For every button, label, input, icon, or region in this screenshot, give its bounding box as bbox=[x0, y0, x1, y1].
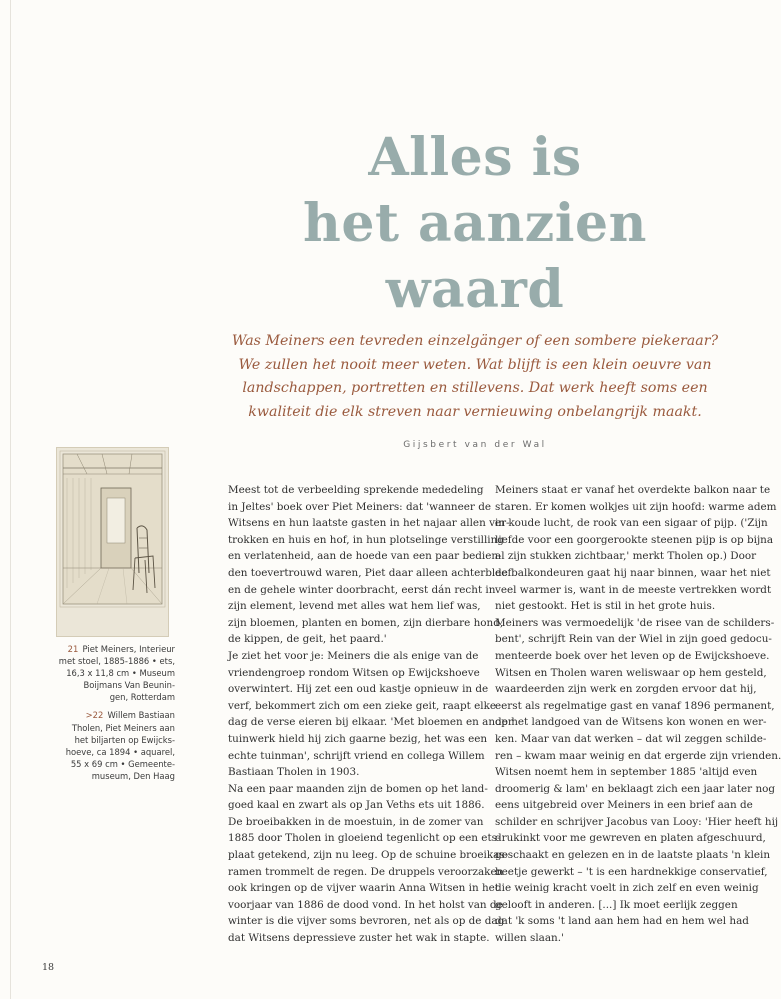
body-text-line: de kippen, de geit, het paard.' bbox=[228, 633, 387, 646]
body-text-line: zijn bloemen, planten en bomen, zijn dierbare hond, bbox=[228, 616, 504, 629]
body-text-line: Je ziet het voor je: Meiners die als enige van de bbox=[228, 649, 479, 662]
body-column-left bbox=[228, 482, 513, 947]
body-text-line: die weinig kracht voelt in zich zelf en even weinig bbox=[495, 882, 759, 895]
caption-line bbox=[40, 655, 175, 667]
body-text-line: tuinwerk hield hij zich gaarne bezig, het was een bbox=[228, 732, 488, 745]
figure-caption bbox=[40, 643, 175, 788]
body-text-line: trokken en huis en hof, in hun plotselinge verstilling bbox=[228, 533, 504, 546]
caption-line bbox=[40, 770, 175, 782]
body-text-line: waardeerden zijn werk en zorgden ervoor dat hij, bbox=[495, 683, 757, 696]
body-text-line: ren – kwam maar weinig en dat ergerde zijn vrienden. bbox=[495, 749, 781, 762]
body-text-line: liefde voor een goorgerookte steenen pijp is op bijna bbox=[495, 533, 774, 546]
caption-line bbox=[40, 746, 175, 758]
page-number: 18 bbox=[42, 962, 55, 973]
body-text-line: Witsen noemt hem in september 1885 'altijd even bbox=[495, 766, 758, 779]
body-text-line: in Jeltes' boek over Piet Meiners: dat 'wanneer de bbox=[228, 500, 491, 513]
body-text-line: verf, bekommert zich om een zieke geit, raapt elke bbox=[228, 699, 497, 712]
caption-line bbox=[40, 643, 175, 655]
caption-text: met stoel, 1885-1886 • ets, bbox=[58, 656, 175, 667]
page-gutter-line bbox=[10, 0, 11, 999]
caption-text: Willem Bastiaan bbox=[107, 710, 175, 721]
lead-line: kwaliteit die elk streven naar vernieuwing onbelangrijk maakt. bbox=[248, 403, 702, 420]
etching-interior-with-chair-image bbox=[56, 447, 169, 637]
body-text-line: dag de verse eieren bij elkaar. 'Met bloemen en ander bbox=[228, 716, 513, 729]
body-text-line: willen slaan.' bbox=[495, 932, 564, 945]
etching-drawing bbox=[57, 448, 168, 636]
title-line: het aanzien bbox=[303, 193, 647, 254]
body-text-line: ook kringen op de vijver waarin Anna Witsen in het bbox=[228, 882, 499, 895]
caption-text: Boijmans Van Beunin- bbox=[83, 680, 175, 691]
body-text-line: dat 'k soms 't land aan hem had en hem wel had bbox=[495, 915, 749, 928]
title-line: waard bbox=[385, 259, 565, 320]
body-text-line: Na een paar maanden zijn de bomen op het land- bbox=[228, 782, 488, 795]
body-text-line: de balkondeuren gaat hij naar binnen, waar het niet bbox=[495, 566, 771, 579]
body-text-line: winter is die vijver soms bevroren, net als op de dag bbox=[228, 915, 505, 928]
article-title bbox=[270, 125, 680, 323]
caption-text: gen, Rotterdam bbox=[109, 692, 175, 703]
body-text-line: eerst als regelmatige gast en vanaf 1896 permanent, bbox=[495, 699, 775, 712]
caption-text: 55 x 69 cm • Gemeente- bbox=[70, 758, 175, 769]
caption-number: >22 bbox=[85, 710, 104, 721]
caption-line bbox=[40, 758, 175, 770]
article-lead bbox=[230, 330, 720, 424]
body-text-line: ken. Maar van dat werken – dat wil zeggen schilde- bbox=[495, 732, 767, 745]
lead-line: We zullen het nooit meer weten. Wat blijft is een klein oeuvre van bbox=[238, 356, 712, 373]
body-text-line: Meiners was vermoedelijk 'de risee van de schilders- bbox=[495, 616, 775, 629]
caption-text: 16,3 x 11,8 cm • Museum bbox=[66, 668, 175, 679]
body-text-line: droomerig & lam' en beklaagt zich een jaar later nog bbox=[495, 782, 776, 795]
body-text-line: niet gestookt. Het is stil in het grote huis. bbox=[495, 600, 716, 613]
body-text-line: geschaakt en gelezen en in de laatste plaats 'n klein bbox=[495, 849, 771, 862]
body-text-line: Meest tot de verbeelding sprekende mededeling bbox=[228, 484, 484, 496]
body-text-line: Witsen en Tholen waren weliswaar op hem gesteld, bbox=[495, 666, 767, 679]
body-text-line: drukinkt voor me gewreven en platen afgeschuurd, bbox=[495, 832, 766, 845]
body-text-line: ramen trommelt de regen. De druppels veroorzaken bbox=[228, 865, 504, 878]
author-byline: Gijsbert van der Wal bbox=[403, 440, 547, 450]
body-text-line: en de gehele winter doorbracht, eerst dán recht in bbox=[228, 583, 496, 596]
body-text-line: schilder en schrijver Jacobus van Looy: 'Hier heeft hij bbox=[495, 815, 779, 828]
body-text-line: en verlatenheid, aan de hoede van een paar bedien- bbox=[228, 550, 502, 563]
body-text-line: al zijn stukken zichtbaar,' merkt Tholen op.) Door bbox=[495, 550, 757, 563]
caption-line bbox=[40, 709, 175, 721]
caption-entry bbox=[40, 643, 175, 703]
caption-text: Tholen, Piet Meiners aan bbox=[71, 722, 175, 733]
caption-line bbox=[40, 722, 175, 734]
body-text-line: dat Witsens depressieve zuster het wak in stapte. bbox=[228, 932, 490, 945]
body-text-line: gelooft in anderen. [...] Ik moet eerlijk zeggen bbox=[495, 898, 738, 911]
caption-text: museum, Den Haag bbox=[91, 770, 175, 781]
body-text-line: menteerde boek over het leven op de Ewijckshoeve. bbox=[495, 649, 770, 662]
body-text-line: op het landgoed van de Witsens kon wonen en wer- bbox=[495, 716, 767, 729]
body-text-line: bent', schrijft Rein van der Wiel in zijn goed gedocu- bbox=[495, 633, 772, 646]
body-text-line: staren. Er komen wolkjes uit zijn hoofd: warme adem bbox=[495, 500, 777, 513]
lead-line: landschappen, portretten en stillevens. Dat werk heeft soms een bbox=[242, 380, 708, 396]
body-text-line: voorjaar van 1886 de dood vond. In het holst van de bbox=[228, 898, 503, 911]
caption-line bbox=[40, 679, 175, 691]
body-text-line: Meiners staat er vanaf het overdekte balkon naar te bbox=[495, 484, 771, 496]
body-column-right bbox=[495, 482, 781, 947]
body-text-line: beetje gewerkt – 't is een hardnekkige conservatief, bbox=[495, 865, 768, 878]
body-text-line: eens uitgebreid over Meiners in een brief aan de bbox=[495, 799, 753, 812]
caption-line bbox=[40, 734, 175, 746]
body-text-line: veel warmer is, want in de meeste vertrekken wordt bbox=[495, 583, 772, 596]
caption-entry bbox=[40, 709, 175, 782]
body-text-line: 1885 door Tholen in gloeiend tegenlicht op een ets- bbox=[228, 832, 501, 845]
body-text-line: den toevertrouwd waren, Piet daar alleen achterbleef bbox=[228, 566, 512, 579]
body-text-line: plaat getekend, zijn nu leeg. Op de schuine broeikas- bbox=[228, 849, 509, 862]
lead-line: Was Meiners een tevreden einzelgänger of een sombere piekeraar? bbox=[231, 333, 719, 349]
body-text-line: echte tuinman', schrijft vriend en collega Willem bbox=[228, 749, 485, 762]
caption-line bbox=[40, 691, 175, 703]
caption-text: het biljarten op Ewijcks- bbox=[74, 734, 175, 745]
caption-text: hoeve, ca 1894 • aquarel, bbox=[65, 746, 175, 757]
body-text-line: zijn element, levend met alles wat hem lief was, bbox=[228, 600, 481, 613]
body-text-line: in koude lucht, de rook van een sigaar of pijp. ('Zijn bbox=[495, 517, 768, 530]
body-text-line: De broeibakken in de moestuin, in de zomer van bbox=[228, 815, 484, 828]
body-text-line: Bastiaan Tholen in 1903. bbox=[228, 766, 360, 779]
caption-line bbox=[40, 667, 175, 679]
body-text-line: goed kaal en zwart als op Jan Veths ets uit 1886. bbox=[228, 799, 485, 812]
body-text-line: vriendengroep rondom Witsen op Ewijckshoeve bbox=[228, 666, 480, 679]
caption-number: 21 bbox=[67, 644, 79, 654]
body-text-line: overwintert. Hij zet een oud kastje opnieuw in de bbox=[228, 683, 489, 696]
body-text-line: Witsens en hun laatste gasten in het najaar allen ver- bbox=[228, 517, 510, 530]
caption-text: Piet Meiners, Interieur bbox=[82, 644, 175, 654]
title-line: Alles is bbox=[368, 127, 582, 188]
